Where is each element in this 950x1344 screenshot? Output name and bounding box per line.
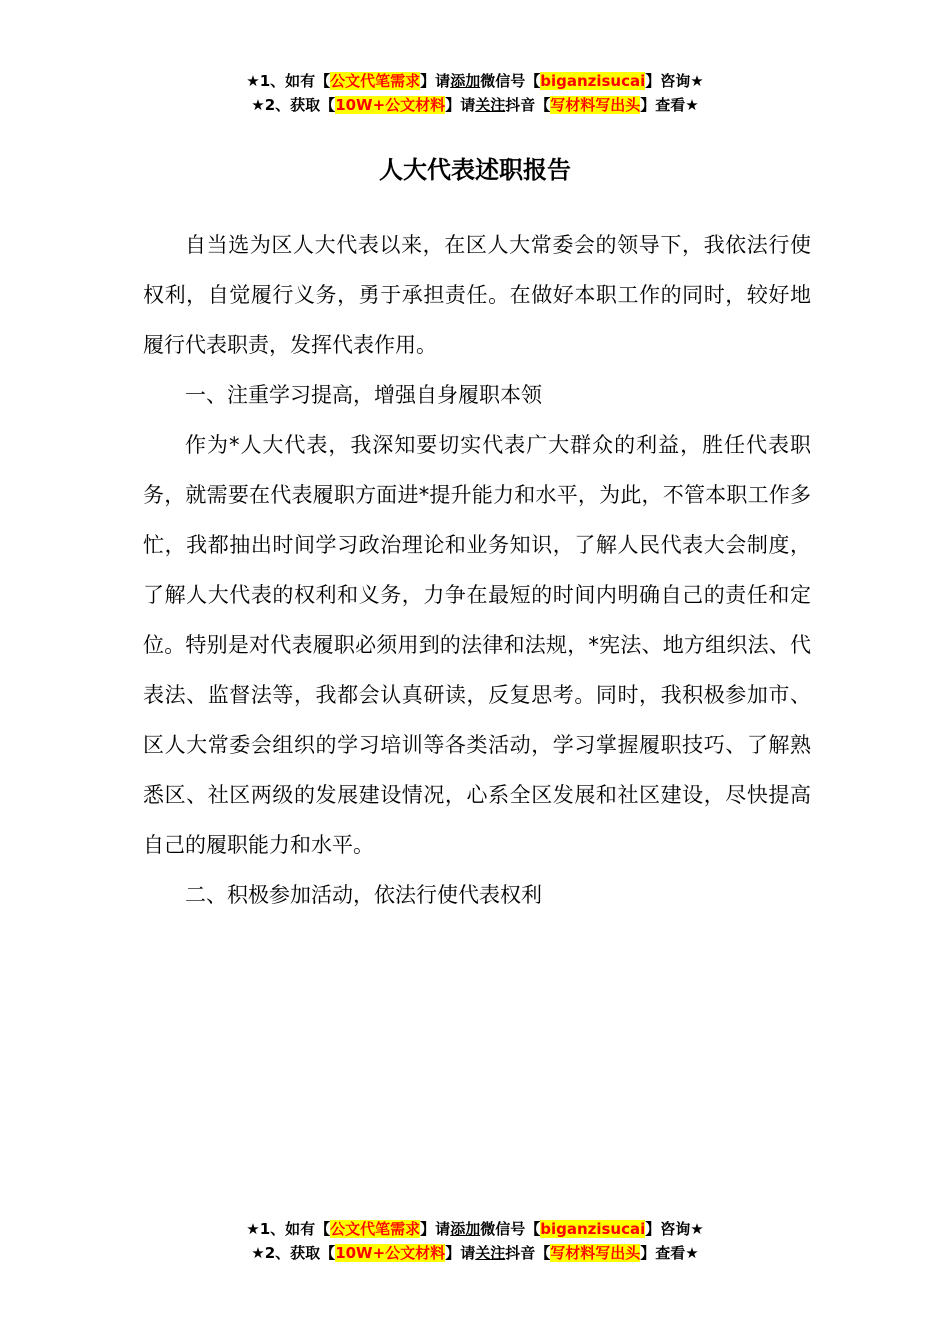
page-title: 人大代表述职报告: [379, 156, 571, 184]
banner-line-1: ★1、如有【公文代笔需求】请添加微信号【biganzisucai】咨询★: [246, 1220, 704, 1238]
banner-line-2: ★2、获取【10W+公文材料】请关注抖音【写材料写出头】查看★: [251, 96, 699, 114]
highlight-service: 公文代笔需求: [330, 72, 421, 90]
section-heading-2: 二、积极参加活动，依法行使代表权利: [185, 883, 542, 907]
header-banner: [0, 69, 950, 117]
highlight-douyin-account: 写材料写出头: [550, 96, 641, 114]
section-heading-1: 一、注重学习提高，增强自身履职本领: [185, 383, 542, 407]
banner-line-2: ★2、获取【10W+公文材料】请关注抖音【写材料写出头】查看★: [251, 1244, 699, 1262]
banner-line-1: ★1、如有【公文代笔需求】请添加微信号【biganzisucai】咨询★: [246, 72, 704, 90]
highlight-materials: 10W+公文材料: [335, 96, 446, 114]
highlight-service: 公文代笔需求: [330, 1220, 421, 1238]
document-body: [143, 220, 811, 920]
highlight-douyin-account: 写材料写出头: [550, 1244, 641, 1262]
highlight-wechat-id: biganzisucai: [540, 1220, 646, 1238]
highlight-wechat-id: biganzisucai: [540, 72, 646, 90]
footer-banner: [0, 1217, 950, 1265]
intro-paragraph: 自当选为区人大代表以来，在区人大常委会的领导下，我依法行使权利，自觉履行义务，勇于承担责任。在做好本职工作的同时，较好地履行代表职责，发挥代表作用。: [143, 233, 811, 357]
body-paragraph: 作为*人大代表，我深知要切实代表广大群众的利益，胜任代表职务，就需要在代表履职方面进*提升能力和水平，为此，不管本职工作多忙，我都抽出时间学习政治理论和业务知识，了解人民代表大会制度，了解人大代表的权利和义务，力争在最短的时间内明确自己的责任和定位。特别是对代表履职必须用到的法律和法规，*宪法、地方组织法、代表法、监督法等，我都会认真研读，反复思考。同时，我积极参加市、区人大常委会组织的学习培训等各类活动，学习掌握履职技巧、了解熟悉区、社区两级的发展建设情况，心系全区发展和社区建设，尽快提高自己的履职能力和水平。: [143, 433, 811, 857]
highlight-materials: 10W+公文材料: [335, 1244, 446, 1262]
